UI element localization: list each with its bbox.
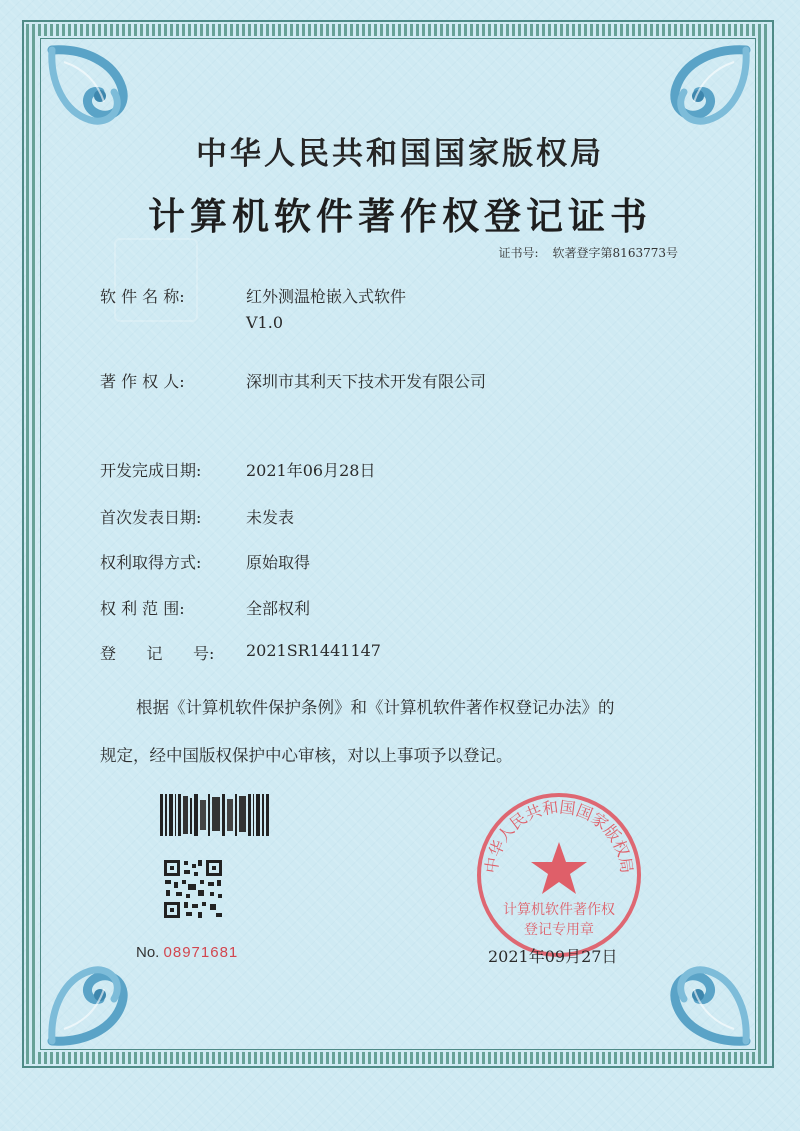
certificate-number-value: 软著登字第8163773号 <box>552 246 678 260</box>
corner-ornament-bottom-right <box>634 929 754 1049</box>
barcode <box>160 794 272 836</box>
owner-label: 著 作 权 人: <box>100 372 185 391</box>
field-rights-scope <box>100 596 310 619</box>
field-publish-date <box>100 505 294 528</box>
field-registration-number <box>100 641 381 664</box>
acquire-value: 原始取得 <box>246 553 311 572</box>
scope-label: 权 利 范 围: <box>100 599 185 618</box>
certificate-number <box>499 244 693 261</box>
software-name-value: 红外测温枪嵌入式软件 <box>246 287 407 306</box>
acquire-label: 权利取得方式: <box>100 553 202 572</box>
certificate-number-label: 证书号: <box>498 246 539 260</box>
dev-date-label: 开发完成日期: <box>100 461 202 480</box>
seal-star-icon <box>531 842 587 894</box>
field-software-name <box>100 284 406 332</box>
owner-value: 深圳市其利天下技术开发有限公司 <box>246 372 487 391</box>
serial-number <box>136 944 238 961</box>
official-red-seal <box>474 790 644 960</box>
seal-inner-line-1: 计算机软件著作权 <box>503 902 615 918</box>
field-acquisition-method <box>100 550 310 573</box>
serial-prefix: No. <box>136 944 160 961</box>
publish-date-label: 首次发表日期: <box>100 508 202 527</box>
field-development-date <box>100 458 375 481</box>
reg-no-value: 2021SR1441147 <box>246 641 381 660</box>
issuing-authority: 中华人民共和国国家版权局 <box>196 136 604 172</box>
scope-value: 全部权利 <box>246 599 311 618</box>
certificate-title: 计算机软件著作权登记证书 <box>148 194 652 238</box>
seal-outer-text: 中华人民共和国国家版权局 <box>481 797 637 875</box>
seal-inner-line-2: 登记专用章 <box>524 922 594 938</box>
dev-date-value: 2021年06月28日 <box>246 461 376 480</box>
software-version-value: V1.0 <box>246 313 283 332</box>
publish-date-value: 未发表 <box>246 508 295 527</box>
qr-code <box>162 858 224 920</box>
body-text-line-2: 规定，经中国版权保护中心审核，对以上事项予以登记。 <box>100 746 513 765</box>
issue-date: 2021年09月27日 <box>488 947 618 966</box>
body-text-line-1: 根据《计算机软件保护条例》和《计算机软件著作权登记办法》的 <box>136 698 615 717</box>
field-copyright-owner <box>100 369 486 392</box>
reg-no-label: 登 记 号: <box>100 644 215 663</box>
serial-number-value: 08971681 <box>163 944 239 961</box>
software-name-label: 软 件 名 称: <box>100 287 185 306</box>
